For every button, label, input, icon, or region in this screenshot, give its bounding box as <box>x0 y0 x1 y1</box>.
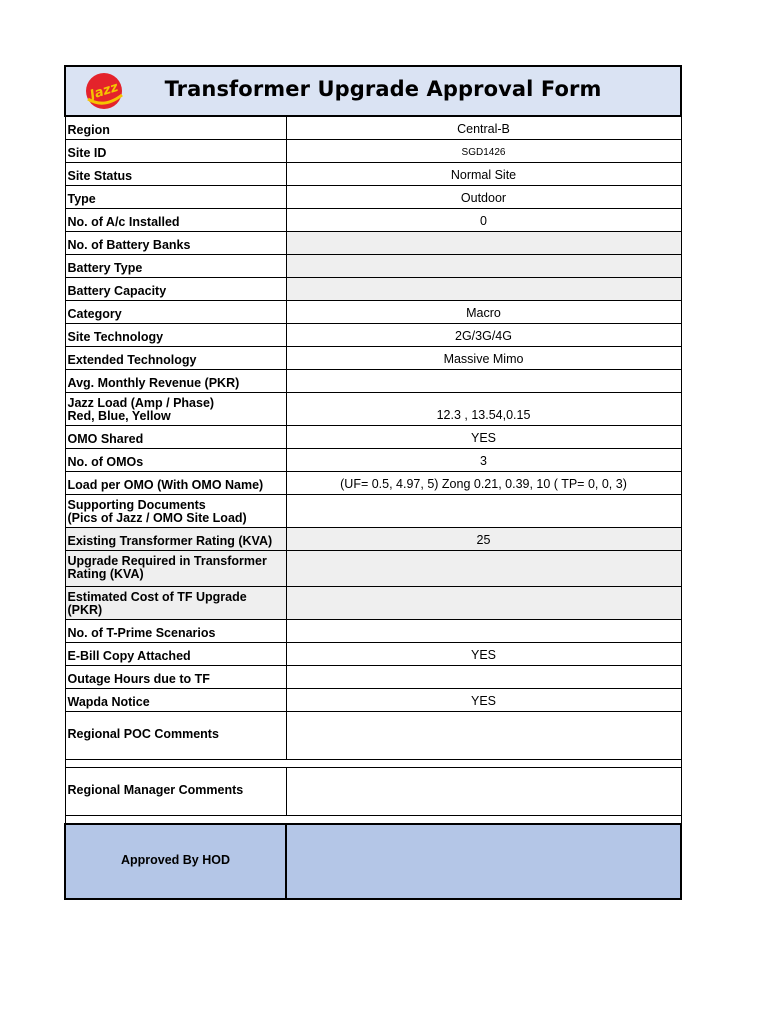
row-category <box>65 301 681 324</box>
manager-comments-value[interactable] <box>286 768 681 816</box>
site-id-value[interactable]: SGD1426 <box>286 140 681 163</box>
region-label: Region <box>65 116 286 140</box>
row-supporting-documents <box>65 495 681 528</box>
monthly-revenue-label: Avg. Monthly Revenue (PKR) <box>65 370 286 393</box>
ac-installed-value[interactable]: 0 <box>286 209 681 232</box>
ac-installed-label: No. of A/c Installed <box>65 209 286 232</box>
category-label: Category <box>65 301 286 324</box>
site-id-label: Site ID <box>65 140 286 163</box>
outage-hours-label: Outage Hours due to TF <box>65 666 286 689</box>
region-value[interactable]: Central-B <box>286 116 681 140</box>
row-ebill-copy <box>65 643 681 666</box>
tprime-scenarios-label: No. of T-Prime Scenarios <box>65 620 286 643</box>
supporting-documents-label <box>65 495 286 528</box>
omo-shared-value[interactable]: YES <box>286 426 681 449</box>
supporting-documents-value[interactable] <box>286 495 681 528</box>
row-site-technology <box>65 324 681 347</box>
row-type <box>65 186 681 209</box>
row-battery-capacity <box>65 278 681 301</box>
spacer-row <box>65 816 681 825</box>
jazz-load-value[interactable]: 12.3 , 13.54,0.15 <box>286 393 681 426</box>
row-monthly-revenue <box>65 370 681 393</box>
existing-rating-value[interactable]: 25 <box>286 528 681 551</box>
jazz-load-label-line1: Jazz Load (Amp / Phase) <box>67 396 215 410</box>
row-extended-technology <box>65 347 681 370</box>
row-manager-comments <box>65 768 681 816</box>
omo-count-value[interactable]: 3 <box>286 449 681 472</box>
estimated-cost-label: Estimated Cost of TF Upgrade (PKR) <box>65 587 286 620</box>
site-status-label: Site Status <box>65 163 286 186</box>
upgrade-rating-label <box>65 551 286 587</box>
poc-comments-label: Regional POC Comments <box>65 712 286 760</box>
manager-comments-label: Regional Manager Comments <box>65 768 286 816</box>
row-site-id <box>65 140 681 163</box>
row-approved-by-hod <box>65 824 681 899</box>
battery-banks-value[interactable] <box>286 232 681 255</box>
row-wapda-notice <box>65 689 681 712</box>
outage-hours-value[interactable] <box>286 666 681 689</box>
form-title: Transformer Upgrade Approval Form <box>164 77 602 101</box>
row-site-status <box>65 163 681 186</box>
wapda-notice-value[interactable]: YES <box>286 689 681 712</box>
row-tprime-scenarios <box>65 620 681 643</box>
logo-text: Jazz <box>88 79 121 104</box>
approved-by-hod-value[interactable] <box>286 824 681 899</box>
row-load-per-omo <box>65 472 681 495</box>
row-jazz-load <box>65 393 681 426</box>
load-per-omo-value[interactable]: (UF= 0.5, 4.97, 5) Zong 0.21, 0.39, 10 ( TP= 0, 0, 3) <box>286 472 681 495</box>
row-battery-type <box>65 255 681 278</box>
site-technology-value[interactable]: 2G/3G/4G <box>286 324 681 347</box>
ebill-copy-value[interactable]: YES <box>286 643 681 666</box>
extended-technology-label: Extended Technology <box>65 347 286 370</box>
omo-count-label: No. of OMOs <box>65 449 286 472</box>
battery-capacity-label: Battery Capacity <box>65 278 286 301</box>
battery-type-value[interactable] <box>286 255 681 278</box>
wapda-notice-label: Wapda Notice <box>65 689 286 712</box>
battery-type-label: Battery Type <box>65 255 286 278</box>
jazz-load-label-line2: Red, Blue, Yellow <box>67 409 171 423</box>
category-value[interactable]: Macro <box>286 301 681 324</box>
form-header-cell <box>65 66 681 116</box>
site-technology-label: Site Technology <box>65 324 286 347</box>
upgrade-rating-value[interactable] <box>286 551 681 587</box>
estimated-cost-value[interactable] <box>286 587 681 620</box>
form-header <box>65 66 681 116</box>
jazz-load-label <box>65 393 286 426</box>
load-per-omo-label: Load per OMO (With OMO Name) <box>65 472 286 495</box>
monthly-revenue-value[interactable] <box>286 370 681 393</box>
extended-technology-value[interactable]: Massive Mimo <box>286 347 681 370</box>
approved-by-hod-label: Approved By HOD <box>65 824 286 899</box>
row-existing-rating <box>65 528 681 551</box>
type-value[interactable]: Outdoor <box>286 186 681 209</box>
poc-comments-value[interactable] <box>286 712 681 760</box>
row-outage-hours <box>65 666 681 689</box>
ebill-copy-label: E-Bill Copy Attached <box>65 643 286 666</box>
row-ac-installed <box>65 209 681 232</box>
battery-banks-label: No. of Battery Banks <box>65 232 286 255</box>
row-omo-shared <box>65 426 681 449</box>
row-omo-count <box>65 449 681 472</box>
supporting-documents-label-line1: Supporting Documents <box>67 498 206 512</box>
tprime-scenarios-value[interactable] <box>286 620 681 643</box>
upgrade-rating-label-line1: Upgrade Required in Transformer <box>67 554 267 568</box>
row-region <box>65 116 681 140</box>
spacer-cell <box>65 760 681 768</box>
omo-shared-label: OMO Shared <box>65 426 286 449</box>
battery-capacity-value[interactable] <box>286 278 681 301</box>
upgrade-rating-label-line2: Rating (KVA) <box>67 567 144 581</box>
jazz-logo-icon <box>80 71 128 111</box>
row-poc-comments <box>65 712 681 760</box>
supporting-documents-label-line2: (Pics of Jazz / OMO Site Load) <box>67 511 247 525</box>
spacer-row <box>65 760 681 768</box>
approval-form <box>64 65 682 900</box>
site-status-value[interactable]: Normal Site <box>286 163 681 186</box>
row-upgrade-rating <box>65 551 681 587</box>
type-label: Type <box>65 186 286 209</box>
row-battery-banks <box>65 232 681 255</box>
existing-rating-label: Existing Transformer Rating (KVA) <box>65 528 286 551</box>
row-estimated-cost <box>65 587 681 620</box>
spacer-cell <box>65 816 681 825</box>
